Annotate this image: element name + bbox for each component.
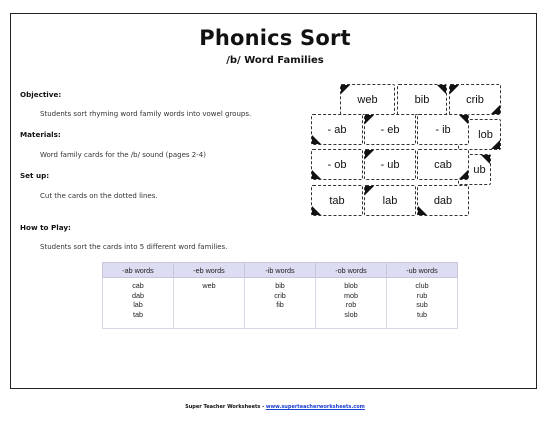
card-front-2-3	[417, 149, 469, 180]
card-label: - ab	[327, 123, 347, 136]
word-families-table	[102, 262, 458, 329]
setup-text: Cut the cards on the dotted lines.	[40, 192, 158, 200]
column-ob-words	[316, 278, 387, 329]
card-corner-icon	[365, 115, 374, 124]
card-label: cab	[434, 158, 452, 171]
column-ub-words	[387, 278, 458, 329]
card-corner-icon	[312, 135, 321, 144]
word-item: lab	[133, 300, 143, 309]
word-item: rub	[416, 290, 428, 300]
table-header-ub: -ub words	[387, 263, 458, 278]
card-label: crib	[466, 93, 484, 106]
objective-heading: Objective:	[20, 90, 62, 99]
footer-brand: Super Teacher Worksheets	[185, 404, 261, 410]
word-item: fib	[276, 300, 284, 309]
column-ab-words	[103, 278, 174, 329]
footer-link[interactable]: www.superteacherworksheets.com	[265, 404, 365, 410]
card-corner-icon	[312, 206, 321, 215]
card-front-3-1	[311, 185, 363, 216]
word-item: club	[415, 281, 429, 290]
card-corner-icon	[418, 206, 427, 215]
table-header-ab: -ab words	[103, 263, 174, 278]
word-item: blob	[344, 281, 358, 290]
card-front-3-2	[364, 185, 416, 216]
word-item: dab	[132, 290, 144, 300]
footer-separator: -	[260, 404, 266, 410]
card-front-3-3	[417, 185, 469, 216]
card-corner-icon	[341, 85, 350, 94]
word-item: sub	[416, 300, 428, 309]
word-item: cab	[132, 281, 144, 290]
word-item: web	[202, 281, 216, 290]
table-header-eb: -eb words	[174, 263, 245, 278]
card-label: web	[357, 93, 378, 106]
footer	[0, 404, 550, 410]
card-corner-icon	[365, 186, 374, 195]
table-header-ib: -ib words	[245, 263, 316, 278]
page-subtitle: /b/ Word Families	[226, 55, 324, 66]
card-corner-icon	[459, 115, 468, 124]
word-item: crib	[274, 290, 286, 300]
card-front-1-2	[364, 114, 416, 145]
card-label: tab	[329, 194, 345, 207]
word-item: tub	[417, 309, 427, 319]
card-label: - eb	[380, 123, 400, 136]
card-front-1-3	[417, 114, 469, 145]
objective-text: Students sort rhyming word family words into vowel groups.	[40, 110, 252, 118]
card-front-2-1	[311, 149, 363, 180]
word-item: tab	[133, 309, 143, 319]
word-item: mob	[344, 290, 358, 300]
card-label: bib	[414, 93, 430, 106]
card-label: ub	[473, 163, 486, 176]
card-label: - ib	[435, 123, 451, 136]
card-front-2-2	[364, 149, 416, 180]
card-corner-icon	[312, 170, 321, 179]
card-label: - ob	[327, 158, 347, 171]
materials-heading: Materials:	[20, 130, 61, 139]
card-front-1-1	[311, 114, 363, 145]
table-row	[103, 278, 458, 329]
column-ib-words	[245, 278, 316, 329]
materials-text: Word family cards for the /b/ sound (pages 2-4)	[40, 151, 206, 159]
card-label: lob	[478, 128, 493, 141]
word-item: rob	[345, 300, 357, 309]
table-header-row	[103, 263, 458, 278]
setup-heading: Set up:	[20, 171, 50, 180]
card-label: dab	[433, 194, 453, 207]
how-to-play-text: Students sort the cards into 5 different word families.	[40, 243, 228, 251]
word-item: slob	[344, 309, 358, 319]
card-corner-icon	[365, 150, 374, 159]
card-corner-icon	[437, 85, 446, 94]
card-corner-icon	[450, 85, 459, 94]
how-to-play-heading: How to Play:	[20, 223, 71, 232]
card-back-2	[397, 84, 447, 115]
card-corner-icon	[491, 140, 500, 149]
card-corner-icon	[459, 170, 468, 179]
card-corner-icon	[491, 105, 500, 114]
card-label: lab	[382, 194, 398, 207]
column-eb-words	[174, 278, 245, 329]
card-back-1	[340, 84, 395, 115]
word-item: bib	[275, 281, 285, 290]
card-back-3	[449, 84, 501, 115]
card-label: - ub	[380, 158, 400, 171]
table-header-ob: -ob words	[316, 263, 387, 278]
page-title: Phonics Sort	[199, 26, 351, 50]
